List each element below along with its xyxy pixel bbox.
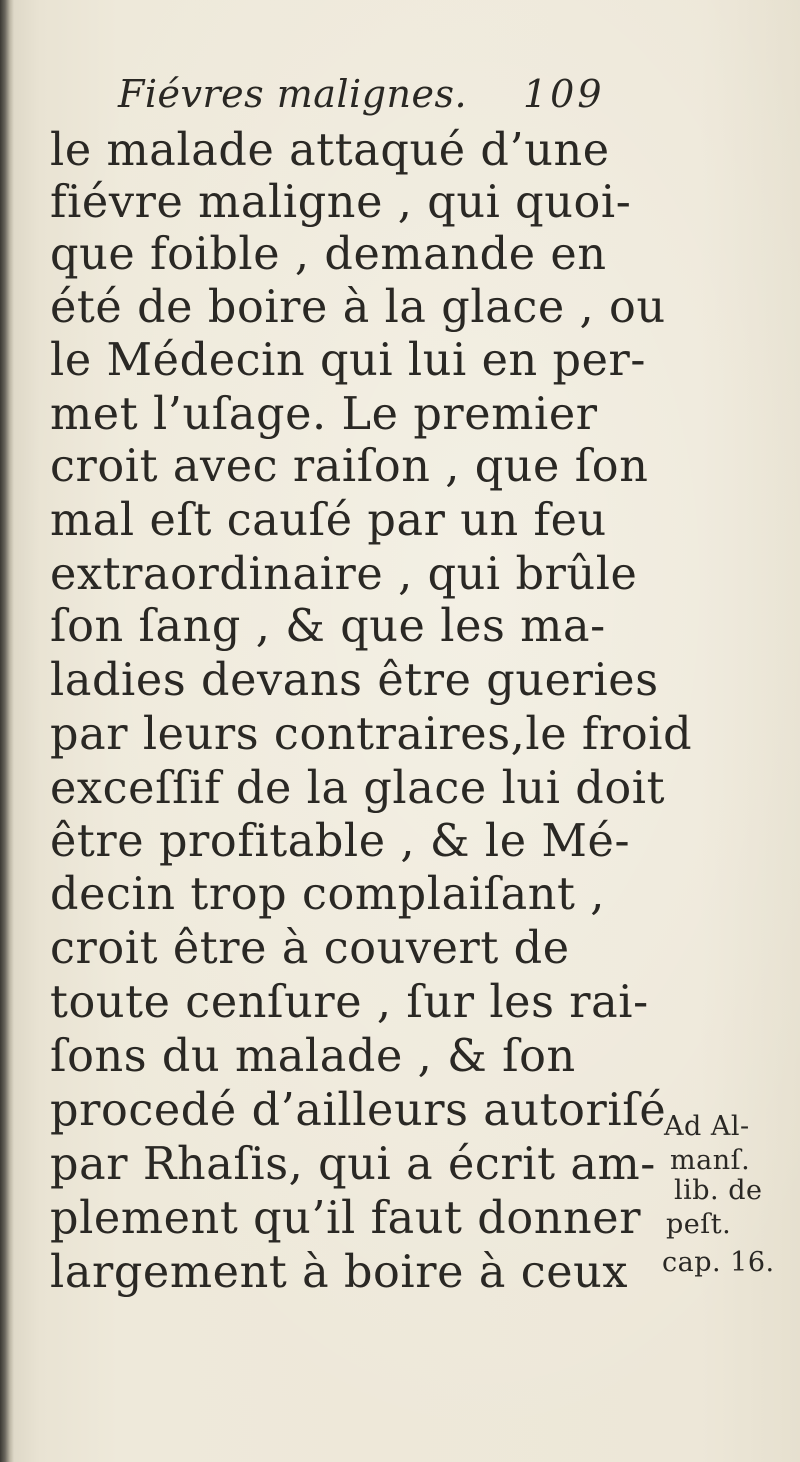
text-line: largement à boire à ceux bbox=[50, 1247, 629, 1298]
text-line: ladies devans être gueries bbox=[50, 655, 659, 706]
text-line: decin trop complaiſant , bbox=[50, 869, 605, 920]
text-line: être profitable , & le Mé- bbox=[50, 816, 631, 867]
text-line: ſon ſang , & que les ma- bbox=[50, 601, 606, 652]
text-line: croit avec raiſon , que ſon bbox=[50, 441, 649, 492]
margin-note-line: Ad Al- bbox=[664, 1111, 750, 1142]
text-line: mal eſt cauſé par un feu bbox=[50, 495, 607, 546]
text-line: ſons du malade , & ſon bbox=[50, 1031, 576, 1082]
margin-note-line: cap. 16. bbox=[662, 1247, 775, 1278]
text-line: le Médecin qui lui en per- bbox=[50, 335, 647, 386]
text-line: le malade attaqué d’une bbox=[50, 125, 610, 176]
text-line: été de boire à la glace , ou bbox=[50, 282, 666, 333]
margin-note bbox=[660, 1110, 800, 1310]
running-head bbox=[118, 70, 638, 120]
text-line: que foible , demande en bbox=[50, 229, 607, 280]
page-gutter bbox=[0, 0, 14, 1462]
text-line: procedé d’ailleurs autoriſé bbox=[50, 1085, 667, 1136]
text-line: exceſſif de la glace lui doit bbox=[50, 763, 666, 814]
text-line: par Rhaſis, qui a écrit am- bbox=[50, 1139, 656, 1190]
text-line: toute cenſure , ſur les rai- bbox=[50, 977, 649, 1028]
text-line: extraordinaire , qui brûle bbox=[50, 549, 638, 600]
text-line: croit être à couvert de bbox=[50, 923, 570, 974]
margin-note-line: peſt. bbox=[666, 1209, 732, 1240]
margin-note-line: lib. de bbox=[674, 1175, 763, 1206]
page-number: 109 bbox=[523, 72, 605, 116]
running-title: Fiévres malignes. bbox=[118, 72, 468, 116]
text-line: met l’uſage. Le premier bbox=[50, 389, 598, 440]
text-line: fiévre maligne , qui quoi- bbox=[50, 177, 632, 228]
margin-note-line: manſ. bbox=[670, 1145, 751, 1176]
text-line: plement qu’il faut donner bbox=[50, 1193, 642, 1244]
text-line: par leurs contraires,le froid bbox=[50, 709, 693, 760]
